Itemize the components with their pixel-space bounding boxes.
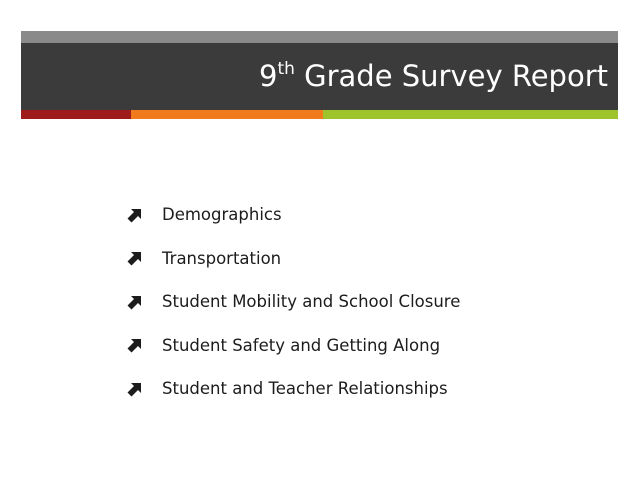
- list-item: [127, 280, 460, 324]
- arrow-up-right-icon: [127, 337, 143, 353]
- arrow-up-right-icon: [127, 207, 143, 223]
- accent-bar: [21, 110, 618, 119]
- accent-segment-orange: [131, 110, 323, 119]
- accent-segment-red: [21, 110, 131, 119]
- list-item: [127, 237, 460, 281]
- title-bar: [21, 43, 618, 110]
- title-superscript: th: [277, 59, 295, 79]
- title-rest: Grade Survey Report: [294, 59, 608, 93]
- bullet-text: Student and Teacher Relationships: [162, 379, 448, 399]
- bullet-text: Transportation: [162, 248, 282, 268]
- bullet-text: Student Mobility and School Closure: [162, 292, 461, 312]
- top-strip: [21, 31, 618, 43]
- list-item: [127, 193, 460, 237]
- accent-segment-green: [323, 110, 618, 119]
- arrow-up-right-icon: [127, 381, 143, 397]
- list-item: [127, 324, 460, 368]
- title-prefix: 9: [259, 59, 278, 93]
- list-item: [127, 367, 460, 411]
- slide-title: [259, 43, 608, 110]
- bullet-list: [127, 193, 460, 411]
- arrow-up-right-icon: [127, 294, 143, 310]
- bullet-text: Demographics: [162, 205, 282, 225]
- arrow-up-right-icon: [127, 250, 143, 266]
- bullet-text: Student Safety and Getting Along: [162, 335, 441, 355]
